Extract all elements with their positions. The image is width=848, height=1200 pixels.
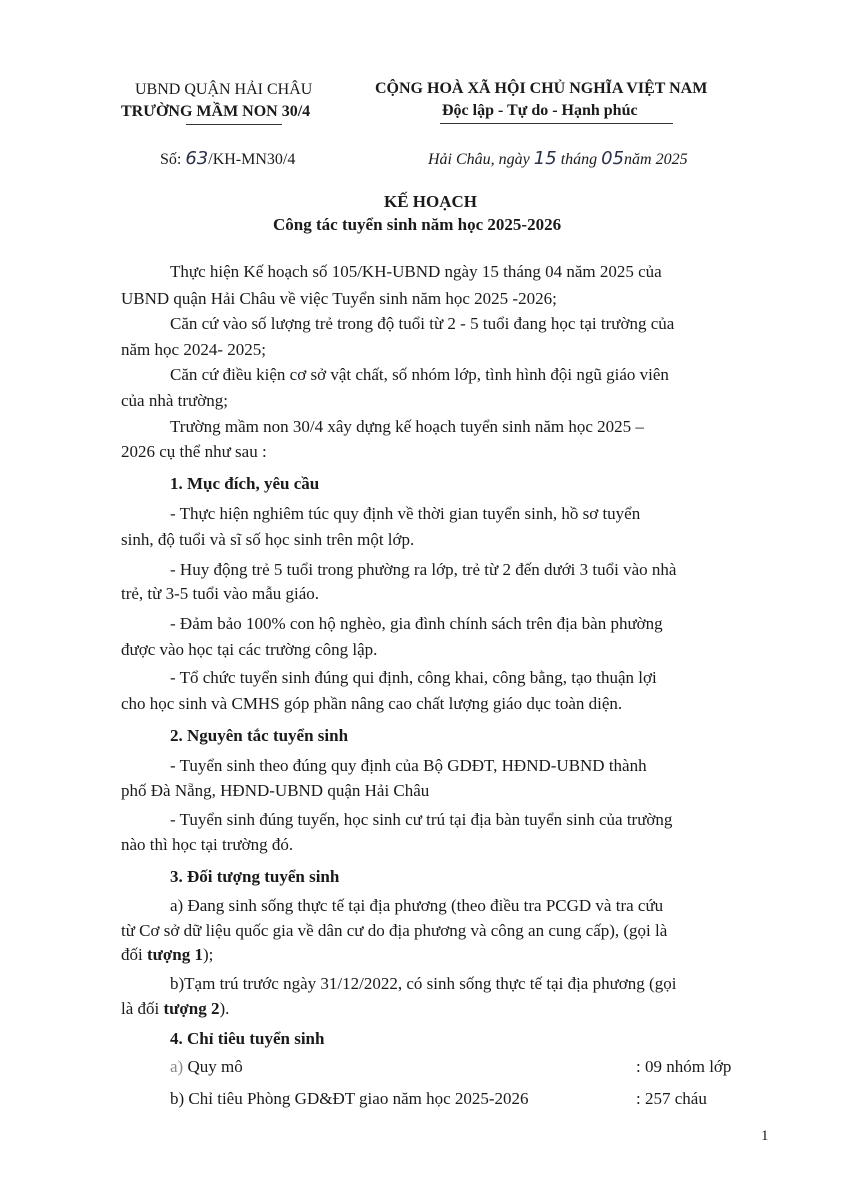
- section2-heading: 2. Nguyên tắc tuyển sinh: [170, 726, 349, 745]
- section1-bullet4-line2: cho học sinh và CMHS góp phần nâng cao chất lượng giáo dục toàn diện.: [121, 694, 623, 713]
- intro-p2-line2: năm học 2024- 2025;: [121, 340, 266, 359]
- section1-bullet3-line2: được vào học tại các trường công lập.: [121, 640, 378, 659]
- section2-bullet2-line2: nào thì học tại trường đó.: [121, 835, 294, 854]
- section2-bullet1-line1: - Tuyển sinh theo đúng quy định của Bộ GDĐT, HĐND-UBND thành: [170, 756, 647, 775]
- section3-a-line3: [121, 941, 213, 968]
- section1-bullet3-line1: - Đảm bảo 100% con hộ nghèo, gia đình chính sách trên địa bàn phường: [170, 614, 663, 633]
- date-month-label: tháng: [560, 151, 598, 168]
- quota-row-marker: b): [170, 1089, 185, 1108]
- school-name-underline: [186, 124, 282, 125]
- section3-b-line2: [121, 995, 229, 1022]
- quota-row-value: : 257 cháu: [636, 1089, 707, 1108]
- document-number: [160, 148, 295, 169]
- section3-a-line1: a) Đang sinh sống thực tế tại địa phương (theo điều tra PCGD và tra cứu: [170, 896, 664, 915]
- quota-row-label: Quy mô: [187, 1057, 243, 1076]
- section3-b-line1: b)Tạm trú trước ngày 31/12/2022, có sinh sống thực tế tại địa phương (gọi: [170, 974, 677, 993]
- section3-a-line3-post: );: [202, 945, 214, 964]
- school-name: TRƯỜNG MẦM NON 30/4: [121, 103, 311, 120]
- document-number-prefix: Số:: [160, 151, 182, 168]
- intro-p3-line1: Căn cứ điều kiện cơ sở vật chất, số nhóm lớp, tình hình đội ngũ giáo viên: [170, 365, 669, 384]
- document-subtitle: Công tác tuyển sinh năm học 2025-2026: [273, 215, 562, 234]
- section1-bullet2-line1: - Huy động trẻ 5 tuổi trong phường ra lớp, trẻ từ 2 đến dưới 3 tuổi vào nhà: [170, 560, 677, 579]
- document-number-handwritten: 63: [185, 148, 209, 169]
- section1-bullet1-line2: sinh, độ tuổi và sĩ số học sinh trên một lớp.: [121, 530, 415, 549]
- national-title: CỘNG HOÀ XÃ HỘI CHỦ NGHĨA VIỆT NAM: [375, 80, 708, 97]
- section1-bullet2-line2: trẻ, từ 3-5 tuổi vào mẫu giáo.: [121, 584, 320, 603]
- intro-p2-line1: Căn cứ vào số lượng trẻ trong độ tuổi từ 2 - 5 tuổi đang học tại trường của: [170, 314, 675, 333]
- section3-a-line2: từ Cơ sở dữ liệu quốc gia về dân cư do địa phương và công an cung cấp), (gọi là: [121, 921, 668, 940]
- date-month-handwritten: 05: [601, 148, 625, 169]
- section3-heading: 3. Đối tượng tuyển sinh: [170, 867, 340, 886]
- date-day-handwritten: 15: [533, 148, 557, 169]
- intro-p3-line2: của nhà trường;: [121, 391, 228, 410]
- document-title: KẾ HOẠCH: [384, 192, 478, 211]
- section3-a-line3-bold: tượng 1: [146, 945, 203, 964]
- section2-bullet1-line2: phố Đà Nẵng, HĐND-UBND quận Hải Châu: [121, 781, 430, 800]
- national-motto: Độc lập - Tự do - Hạnh phúc: [442, 102, 638, 119]
- quota-row-scale: [170, 1053, 243, 1080]
- document-number-suffix: /KH-MN30/4: [208, 151, 296, 168]
- section3-b-line2-pre: là đối: [121, 999, 164, 1018]
- quota-row-marker: a): [170, 1057, 184, 1076]
- section1-bullet4-line1: - Tổ chức tuyển sinh đúng qui định, công khai, công bằng, tạo thuận lợi: [170, 668, 657, 687]
- quota-row-label: Chỉ tiêu Phòng GD&ĐT giao năm học 2025-2026: [188, 1089, 529, 1108]
- section1-bullet1-line1: - Thực hiện nghiêm túc quy định về thời gian tuyển sinh, hồ sơ tuyển: [170, 504, 641, 523]
- intro-p1-line1: Thực hiện Kế hoạch số 105/KH-UBND ngày 15 tháng 04 năm 2025 của: [170, 262, 662, 281]
- section4-heading: 4. Chỉ tiêu tuyển sinh: [170, 1029, 325, 1048]
- document-date: [428, 148, 688, 169]
- date-year: năm 2025: [624, 151, 688, 168]
- national-motto-underline: [440, 123, 673, 124]
- section3-a-line3-pre: đối: [121, 945, 147, 964]
- intro-p4-line1: Trường mầm non 30/4 xây dựng kế hoạch tuyển sinh năm học 2025 –: [170, 417, 644, 436]
- section3-b-line2-bold: tượng 2: [163, 999, 220, 1018]
- section1-heading: 1. Mục đích, yêu cầu: [170, 474, 320, 493]
- section3-b-line2-post: ).: [219, 999, 230, 1018]
- quota-row-target: [170, 1085, 529, 1112]
- agency-name: UBND QUẬN HẢI CHÂU: [135, 81, 313, 98]
- date-prefix: Hải Châu, ngày: [428, 151, 530, 168]
- intro-p4-line2: 2026 cụ thể như sau :: [121, 442, 267, 461]
- quota-row-value: : 09 nhóm lớp: [636, 1057, 732, 1076]
- intro-p1-line2: UBND quận Hải Châu về việc Tuyển sinh năm học 2025 -2026;: [121, 289, 557, 308]
- page-number: 1: [761, 1128, 769, 1144]
- section2-bullet2-line1: - Tuyển sinh đúng tuyến, học sinh cư trú tại địa bàn tuyển sinh của trường: [170, 810, 673, 829]
